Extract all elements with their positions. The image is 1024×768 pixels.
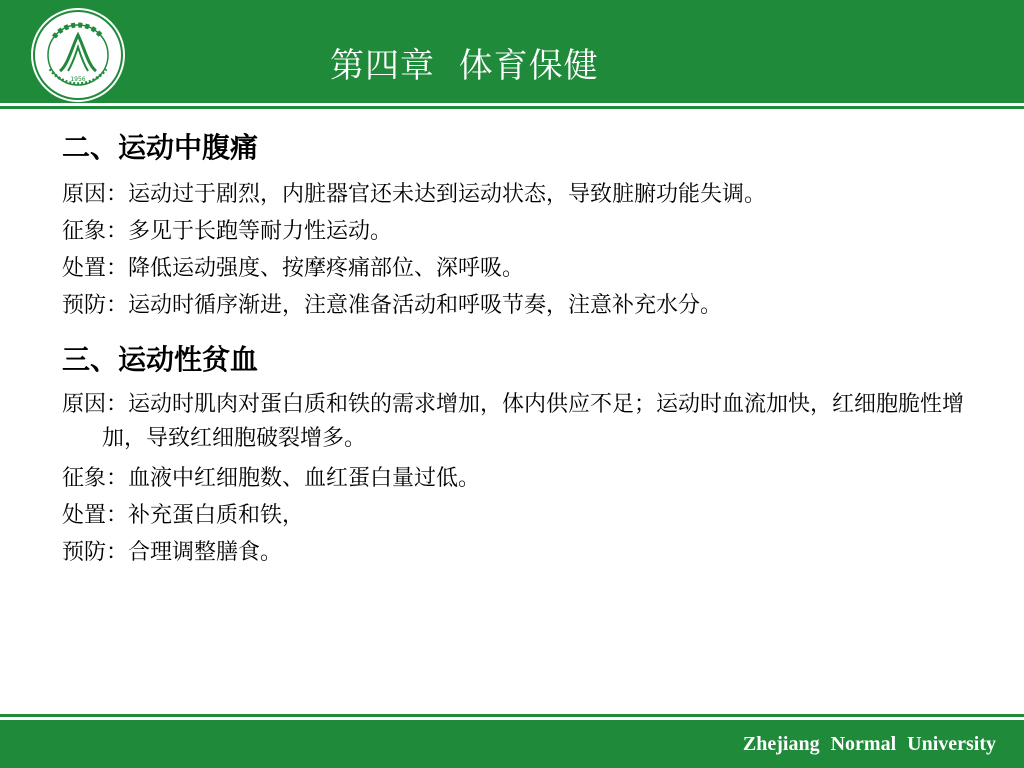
list-item-prevention: 预防：合理调整膳食。 (62, 540, 283, 565)
header-divider-accent (0, 106, 1024, 109)
list-item-cause: 原因：运动时肌肉对蛋白质和铁的需求增加，体内供应不足；运动时血流加快，红细胞脆性增加，导致红细胞破裂增多。 (62, 392, 965, 451)
university-logo-icon (30, 7, 126, 103)
section-heading-abdominal-pain: 二、运动中腹痛 (62, 131, 259, 164)
section-heading-anemia: 三、运动性贫血 (62, 343, 259, 376)
list-item-prevention: 预防：运动时循序渐进，注意准备活动和呼吸节奏，注意补充水分。 (62, 293, 723, 318)
logo-year: 1956 (70, 76, 86, 83)
list-item-symptom: 征象：多见于长跑等耐力性运动。 (62, 219, 393, 244)
list-item-symptom: 征象：血液中红细胞数、血红蛋白量过低。 (62, 466, 481, 491)
list-item-cause: 原因：运动过于剧烈，内脏器官还未达到运动状态，导致脏腑功能失调。 (62, 182, 767, 207)
list-item-treatment: 处置：降低运动强度、按摩疼痛部位、深呼吸。 (62, 256, 525, 281)
footer-university-name: Zhejiang Normal University (742, 733, 996, 755)
slide-title: 第四章 体育保健 (330, 46, 599, 86)
slide-content (62, 126, 992, 571)
footer-bar (0, 720, 1024, 768)
list-item-treatment: 处置：补充蛋白质和铁， (62, 503, 305, 528)
